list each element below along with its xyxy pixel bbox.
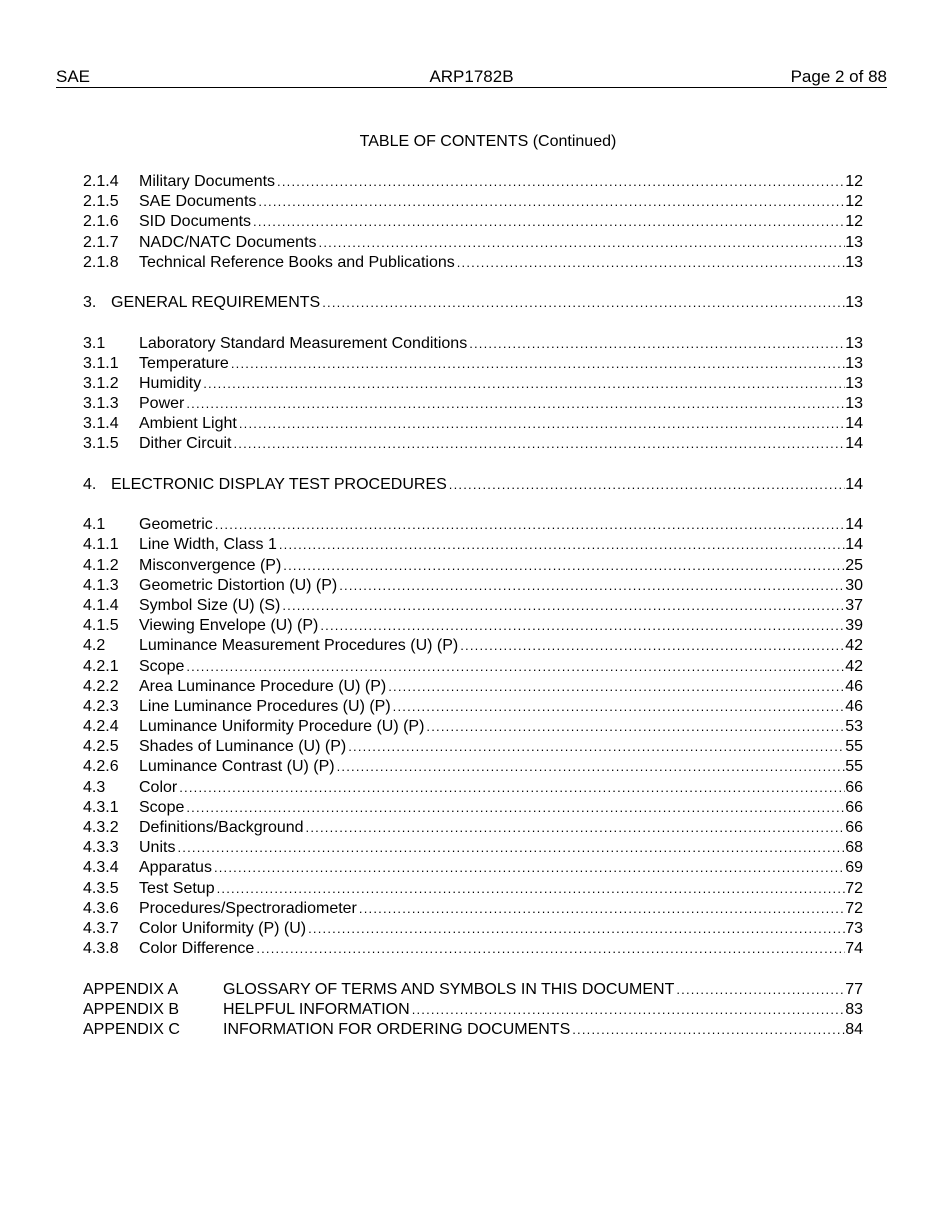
- toc-leader-dots: [426, 717, 845, 737]
- toc-entry-title: Units: [139, 839, 176, 857]
- toc-entry[interactable]: [83, 636, 863, 656]
- page-header: [56, 67, 887, 88]
- toc-entry-number: 4.2.2: [83, 677, 119, 695]
- toc-entry-number: 3.1.1: [83, 354, 119, 372]
- toc-spacer: [83, 313, 863, 333]
- toc-leader-dots: [322, 293, 845, 313]
- toc-entry-page: 13: [845, 294, 863, 312]
- toc-entry-number: 4.3.1: [83, 798, 119, 816]
- toc-leader-dots: [393, 697, 846, 717]
- toc-leader-dots: [215, 515, 845, 535]
- toc-entry-title: Humidity: [139, 374, 202, 392]
- toc-entry-page: 53: [845, 718, 863, 736]
- toc-entry[interactable]: [83, 616, 863, 636]
- toc-entry-title: Apparatus: [139, 859, 212, 877]
- toc-leader-dots: [283, 556, 845, 576]
- toc-entry-page: 55: [845, 758, 863, 776]
- toc-leader-dots: [676, 980, 845, 1000]
- toc-entry-page: 14: [845, 475, 863, 493]
- toc-entry-number: 4.: [83, 475, 97, 493]
- toc-spacer: [83, 495, 863, 515]
- toc-entry-page: 66: [845, 798, 863, 816]
- toc-entry-number: 4.3.5: [83, 879, 119, 897]
- toc-entry[interactable]: [83, 576, 863, 596]
- toc-entry[interactable]: [83, 394, 863, 414]
- toc-entry-number: 4.1: [83, 516, 106, 534]
- toc-entry-page: 73: [845, 919, 863, 937]
- toc-entry-number: 2.1.7: [83, 233, 119, 251]
- toc-leader-dots: [186, 657, 845, 677]
- toc-entry-title: Luminance Measurement Procedures (U) (P): [139, 637, 459, 655]
- toc-leader-dots: [359, 899, 845, 919]
- toc-entry-title: Area Luminance Procedure (U) (P): [139, 677, 387, 695]
- toc-entry-number: 4.1.3: [83, 576, 119, 594]
- toc-entry-page: 13: [845, 233, 863, 251]
- toc-entry-page: 84: [845, 1020, 863, 1038]
- toc-leader-dots: [306, 818, 846, 838]
- toc-entry-page: 66: [845, 778, 863, 796]
- toc-entry-number: 4.3.2: [83, 819, 119, 836]
- toc-entry-number: 3.1.2: [83, 374, 119, 392]
- toc-entry-title: Power: [139, 395, 185, 413]
- toc-entry-title: Temperature: [139, 354, 229, 372]
- toc-entry[interactable]: [83, 475, 863, 495]
- toc-entry-page: 13: [845, 354, 863, 372]
- toc-leader-dots: [308, 919, 845, 939]
- toc-leader-dots: [279, 535, 845, 555]
- toc-entry[interactable]: [83, 879, 863, 899]
- toc-leader-dots: [449, 475, 845, 495]
- toc-entry-title: Military Documents: [139, 173, 276, 190]
- toc-entry-page: 42: [845, 657, 863, 675]
- toc-entry-number: 4.2.1: [83, 657, 119, 675]
- toc-entry-title: SID Documents: [139, 213, 252, 231]
- toc-entry[interactable]: [83, 596, 863, 616]
- toc-entry[interactable]: [83, 1000, 863, 1020]
- toc-entry-number: 4.1.4: [83, 596, 119, 614]
- toc-entry[interactable]: [83, 737, 863, 757]
- toc-leader-dots: [214, 858, 845, 878]
- toc-entry-title: Laboratory Standard Measurement Conditions: [139, 334, 468, 352]
- toc-entry[interactable]: [83, 414, 863, 434]
- toc-entry-title: Symbol Size (U) (S): [139, 596, 281, 614]
- toc-leader-dots: [256, 939, 845, 959]
- toc-leader-dots: [339, 576, 845, 596]
- toc-entry-number: 4.1.5: [83, 617, 119, 635]
- toc-entry[interactable]: [83, 354, 863, 374]
- toc-entry-page: 13: [845, 374, 863, 392]
- toc-entry-number: 4.2.6: [83, 758, 119, 776]
- toc-entry-page: 12: [845, 173, 863, 190]
- toc-entry-page: 25: [845, 556, 863, 574]
- toc-entry-page: 74: [845, 940, 863, 958]
- toc-entry-page: 30: [845, 576, 863, 594]
- toc-leader-dots: [203, 374, 845, 394]
- toc-entry[interactable]: [83, 717, 863, 737]
- toc-leader-dots: [460, 636, 845, 656]
- toc-entry[interactable]: [83, 1020, 863, 1040]
- toc-entry[interactable]: [83, 757, 863, 777]
- toc-entry-title: Misconvergence (P): [139, 556, 282, 574]
- toc-entry-page: 42: [845, 637, 863, 655]
- toc-entry-page: 46: [845, 697, 863, 715]
- toc-entry[interactable]: [83, 818, 863, 838]
- toc-leader-dots: [231, 354, 845, 374]
- toc-entry-title: Luminance Contrast (U) (P): [139, 758, 335, 776]
- toc-entry[interactable]: [83, 677, 863, 697]
- toc-entry-title: GENERAL REQUIREMENTS: [111, 294, 321, 312]
- toc-entry-title: Test Setup: [139, 879, 215, 897]
- toc-entry-page: 37: [845, 596, 863, 614]
- toc-leader-dots: [319, 233, 846, 253]
- toc-entry-page: 69: [845, 859, 863, 877]
- toc-entry[interactable]: [83, 778, 863, 798]
- toc-entry-title: Shades of Luminance (U) (P): [139, 738, 347, 756]
- toc-entry-number: 4.2.4: [83, 718, 119, 736]
- toc-leader-dots: [282, 596, 845, 616]
- toc-entry[interactable]: [83, 556, 863, 576]
- toc-entry-title: Viewing Envelope (U) (P): [139, 617, 319, 635]
- toc-spacer: [83, 959, 863, 979]
- toc-entry-number: 3.: [83, 294, 97, 312]
- toc-entry-title: GLOSSARY OF TERMS AND SYMBOLS IN THIS DOCUMENT: [223, 980, 675, 998]
- toc-entry[interactable]: [83, 434, 863, 454]
- toc-entry-number: 4.3.3: [83, 839, 119, 857]
- toc-leader-dots: [186, 394, 845, 414]
- toc-entry[interactable]: [83, 838, 863, 858]
- toc-entry-number: 2.1.8: [83, 253, 119, 271]
- toc-entry-number: 4.1.2: [83, 556, 119, 574]
- toc-entry-number: 4.3.4: [83, 859, 119, 877]
- toc-entry-page: 83: [845, 1000, 863, 1018]
- toc-leader-dots: [388, 677, 845, 697]
- toc-leader-dots: [348, 737, 845, 757]
- toc-entry[interactable]: [83, 858, 863, 878]
- toc-entry-title: Procedures/Spectroradiometer: [139, 899, 357, 917]
- toc-entry-number: APPENDIX A: [83, 980, 179, 998]
- toc-entry[interactable]: [83, 172, 863, 192]
- toc-leader-dots: [412, 1000, 846, 1020]
- toc-entry-page: 72: [845, 899, 863, 917]
- toc-entry-page: 12: [845, 193, 863, 211]
- toc-entry[interactable]: [83, 899, 863, 919]
- toc-leader-dots: [277, 172, 845, 192]
- toc-entry-page: 14: [845, 415, 863, 433]
- toc-leader-dots: [320, 616, 845, 636]
- toc-entry[interactable]: [83, 233, 863, 253]
- header-page-number: Page 2 of 88: [790, 67, 887, 86]
- toc-entry[interactable]: [83, 535, 863, 555]
- toc-entry[interactable]: [83, 334, 863, 354]
- toc-entry-number: APPENDIX B: [83, 1000, 180, 1018]
- toc-leader-dots: [253, 212, 845, 232]
- toc-entry[interactable]: [83, 192, 863, 212]
- toc-entry-page: 77: [845, 980, 863, 998]
- toc-entry[interactable]: [83, 374, 863, 394]
- toc-entry-title: Color Uniformity (P) (U): [139, 919, 307, 937]
- toc-entry[interactable]: [83, 697, 863, 717]
- toc-entry-title: Scope: [139, 657, 185, 675]
- toc-entry-page: 14: [845, 536, 863, 554]
- toc-entry[interactable]: [83, 657, 863, 677]
- toc-entry-number: 4.2: [83, 637, 106, 655]
- toc-entry-title: INFORMATION FOR ORDERING DOCUMENTS: [223, 1020, 571, 1038]
- toc-entry-number: 3.1: [83, 334, 106, 352]
- toc-entry-title: Ambient Light: [139, 415, 237, 433]
- toc-spacer: [83, 455, 863, 475]
- toc-entry-title: Line Width, Class 1: [139, 536, 277, 554]
- toc-entry[interactable]: [83, 293, 863, 313]
- toc-entry[interactable]: [83, 515, 863, 535]
- toc-entry-number: 3.1.3: [83, 395, 119, 413]
- toc-entry[interactable]: [83, 212, 863, 232]
- toc-leader-dots: [217, 879, 846, 899]
- toc-entry-title: Color: [139, 778, 178, 796]
- toc-entry-page: 68: [845, 839, 863, 857]
- toc-entry-title: NADC/NATC Documents: [139, 233, 317, 251]
- toc-spacer: [83, 273, 863, 293]
- toc-entry-page: 13: [845, 253, 863, 271]
- toc-entry-title: Scope: [139, 798, 185, 816]
- toc-entry-number: 3.1.4: [83, 415, 119, 433]
- toc-leader-dots: [186, 798, 845, 818]
- toc-entry[interactable]: [83, 919, 863, 939]
- toc-entry-title: Geometric: [139, 516, 213, 534]
- toc-entry-title: Technical Reference Books and Publications: [139, 253, 455, 271]
- toc-entry-page: 14: [845, 516, 863, 534]
- toc-entry-number: 4.2.5: [83, 738, 119, 756]
- toc-entry-page: 13: [845, 395, 863, 413]
- toc-entry-page: 12: [845, 213, 863, 231]
- toc-entry[interactable]: [83, 939, 863, 959]
- toc-entry-number: 4.3.6: [83, 899, 119, 917]
- toc-leader-dots: [457, 253, 845, 273]
- toc-entry[interactable]: [83, 253, 863, 273]
- toc-entry-page: 14: [845, 435, 863, 453]
- toc-entry-title: SAE Documents: [139, 193, 257, 211]
- toc-entry-title: Dither Circuit: [139, 435, 232, 453]
- table-of-contents: [83, 172, 863, 1040]
- toc-leader-dots: [258, 192, 845, 212]
- toc-entry-title: Geometric Distortion (U) (P): [139, 576, 338, 594]
- toc-entry-number: 4.3.8: [83, 940, 119, 958]
- toc-leader-dots: [239, 414, 845, 434]
- toc-leader-dots: [177, 838, 845, 858]
- toc-title: TABLE OF CONTENTS (Continued): [359, 133, 617, 150]
- toc-entry-page: 55: [845, 738, 863, 756]
- toc-entry-number: 2.1.5: [83, 193, 119, 211]
- toc-entry-title: Luminance Uniformity Procedure (U) (P): [139, 718, 425, 736]
- toc-entry-page: 13: [845, 334, 863, 352]
- toc-entry-number: 4.2.3: [83, 697, 119, 715]
- toc-entry-number: 4.3.7: [83, 919, 119, 937]
- header-org: SAE: [56, 67, 91, 86]
- toc-entry[interactable]: [83, 980, 863, 1000]
- toc-leader-dots: [233, 434, 845, 454]
- toc-entry-number: APPENDIX C: [83, 1020, 180, 1038]
- toc-entry-number: 4.3: [83, 778, 106, 796]
- toc-entry-number: 2.1.4: [83, 173, 119, 190]
- toc-entry-title: Line Luminance Procedures (U) (P): [139, 697, 391, 715]
- toc-entry-number: 4.1.1: [83, 536, 119, 554]
- toc-leader-dots: [337, 757, 846, 777]
- toc-entry-page: 39: [845, 617, 863, 635]
- toc-entry-title: ELECTRONIC DISPLAY TEST PROCEDURES: [111, 475, 447, 493]
- toc-leader-dots: [469, 334, 845, 354]
- toc-entry-title: Definitions/Background: [139, 819, 304, 836]
- header-doc-number: ARP1782B: [429, 67, 514, 86]
- toc-leader-dots: [179, 778, 845, 798]
- toc-entry-page: 72: [845, 879, 863, 897]
- toc-leader-dots: [572, 1020, 845, 1040]
- toc-entry-number: 3.1.5: [83, 435, 119, 453]
- toc-entry-number: 2.1.6: [83, 213, 119, 231]
- toc-entry-title: Color Difference: [139, 940, 255, 958]
- toc-entry-title: HELPFUL INFORMATION: [223, 1000, 410, 1018]
- toc-entry-page: 66: [845, 819, 863, 836]
- toc-entry-page: 46: [845, 677, 863, 695]
- toc-entry[interactable]: [83, 798, 863, 818]
